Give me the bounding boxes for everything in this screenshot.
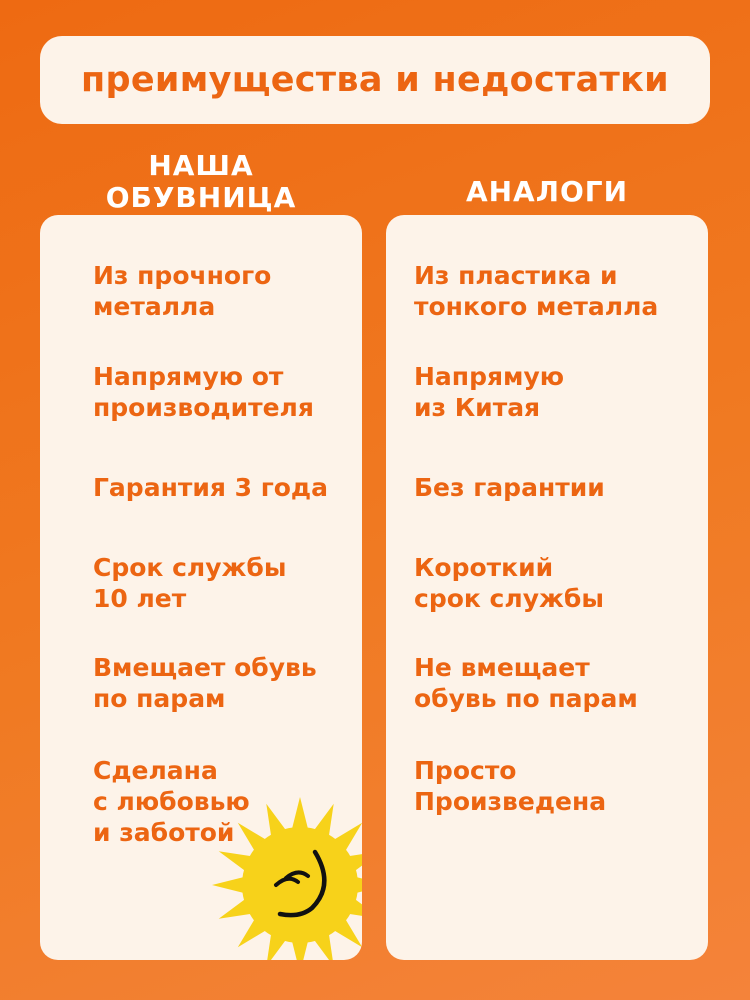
left-item: Сделана с любовью и заботой [93, 756, 250, 847]
smiling-sun-icon [200, 790, 370, 960]
left-item: Гарантия 3 года [93, 473, 328, 502]
title-banner [40, 36, 710, 124]
left-column-header: НАША ОБУВНИЦА [105, 149, 297, 214]
right-item: Из пластика и тонкого металла [414, 261, 659, 321]
left-item: Вмещает обувь по парам [93, 653, 317, 713]
left-item: Напрямую от производителя [93, 362, 314, 422]
left-item: Срок службы 10 лет [93, 553, 287, 613]
right-item: Просто Произведена [414, 756, 607, 816]
page-title: преимущества и недостатки [81, 60, 669, 100]
right-column-header: АНАЛОГИ [465, 175, 629, 208]
right-item: Короткий срок службы [414, 553, 604, 613]
left-item: Из прочного металла [93, 261, 272, 321]
right-item: Не вмещает обувь по парам [414, 653, 638, 713]
right-card [386, 215, 708, 960]
right-item: Без гарантии [414, 473, 605, 502]
right-item: Напрямую из Китая [414, 362, 565, 422]
